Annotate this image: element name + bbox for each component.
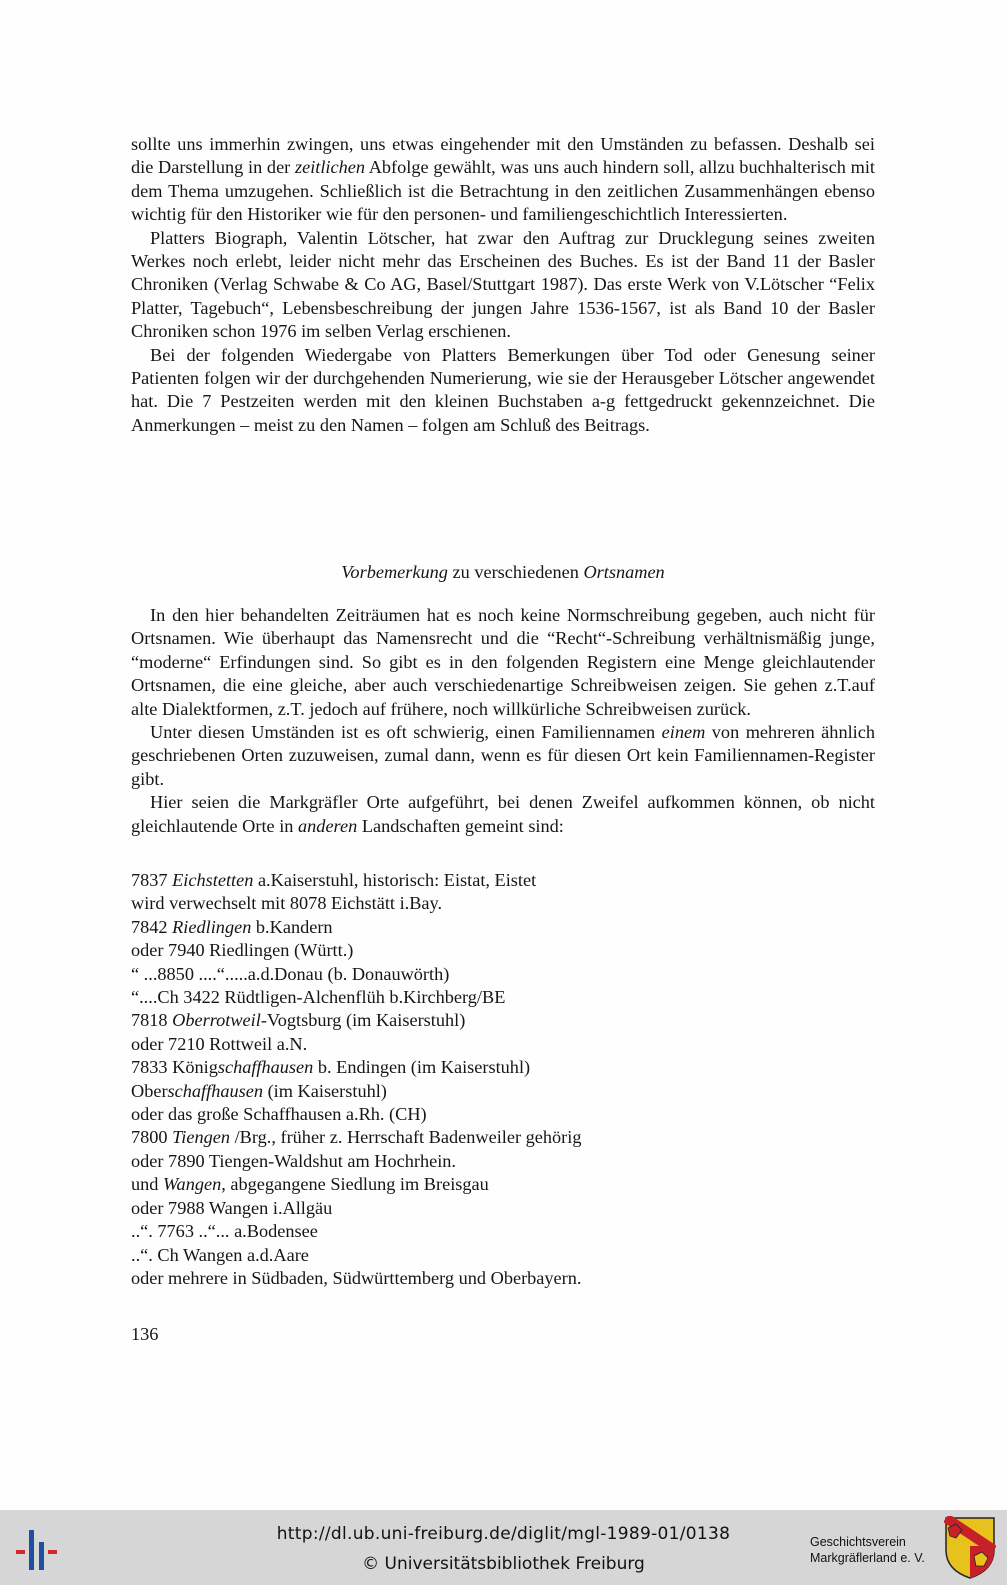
paragraph: Bei der folgenden Wiedergabe von Platters Bemerkungen über Tod oder Genesung seiner Patienten folgen wir der durchgehenden Numerierung, wie sie der Herausgeber Lötscher angewendet hat. Die 7 Pestzeiten werden mit den kleinen Buchstaben a-g fettgedruckt gekennzeichnet. Die Anmerkungen – meist zu den Namen – folgen am Schluß des Beitrags. (131, 344, 875, 435)
place-name-list (131, 869, 875, 1290)
list-item: ..“. Ch Wangen a.d.Aare (131, 1244, 309, 1265)
body-text-section (131, 604, 875, 838)
page-number: 136 (131, 1324, 159, 1344)
paragraph: Hier seien die Markgräfler Orte aufgeführt, bei denen Zweifel aufkommen können, ob nicht gleichlautende Orte in anderen Landschaften gemeint sind: (131, 792, 875, 836)
list-item: ..“. 7763 ..“... a.Bodensee (131, 1221, 318, 1242)
list-item: “....Ch 3422 Rüdtligen-Alchenflüh b.Kirchberg/BE (131, 987, 506, 1008)
body-text-top (131, 133, 875, 437)
list-item: Oberschaffhausen (im Kaiserstuhl) (131, 1080, 387, 1101)
list-item: 7837 Eichstetten a.Kaiserstuhl, historisch: Eistat, Eistet (131, 870, 537, 890)
paragraph: Platters Biograph, Valentin Lötscher, hat zwar den Auftrag zur Drucklegung seines zweiten Werkes noch erlebt, leider nicht mehr das Erscheinen des Buches. Es ist der Band 11 der Basler Chroniken (Verlag Schwabe & Co AG, Basel/Stuttgart 1987). Das erste Werk von V.Lötscher “Felix Platter, Tagebuch“, Lebensbeschreibung der jungen Jahre 1536-1567, ist als Band 10 der Basler Chroniken schon 1976 im selben Verlag erschienen. (131, 227, 875, 342)
footer-copyright: © Universitätsbibliothek Freiburg (362, 1554, 645, 1574)
list-item: oder 7940 Riedlingen (Württ.) (131, 940, 354, 961)
section-heading: Vorbemerkung zu verschiedenen Ortsnamen (341, 562, 665, 582)
list-item: 7800 Tiengen /Brg., früher z. Herrschaft Badenweiler gehörig (131, 1127, 582, 1148)
society-line-1: Geschichtsverein (810, 1535, 906, 1549)
list-item: wird verwechselt mit 8078 Eichstätt i.Bay. (131, 893, 443, 914)
list-item: 7833 Königschaffhausen b. Endingen (im Kaiserstuhl) (131, 1057, 531, 1078)
paragraph: Unter diesen Umständen ist es oft schwierig, einen Familiennamen einem von mehreren ähnlich geschriebenen Orten zuzuweisen, zumal dann, wenn es für diesen Ort kein Familiennamen-Register gibt. (131, 722, 875, 789)
list-item: oder 7988 Wangen i.Allgäu (131, 1197, 333, 1218)
footer-bar (0, 1510, 1007, 1585)
list-item: oder 7210 Rottweil a.N. (131, 1033, 308, 1054)
paragraph: In den hier behandelten Zeiträumen hat es noch keine Normschreibung gegeben, auch nicht für Ortsnamen. Wie überhaupt das Namensrecht und die “Recht“-Schreibung verhältnismäßig junge, “moderne“ Erfindungen sind. So gibt es in den folgenden Registern eine Menge gleichlautender Ortsnamen, die eine gleiche, aber auch verschiedenartige Schreibweisen zeigen. Sie gehen z.T.auf alte Dialektformen, z.T. jedoch auf frühere, noch willkürliche Schreibweisen zurück. (131, 605, 875, 719)
list-item: oder das große Schaffhausen a.Rh. (CH) (131, 1104, 427, 1125)
list-item: 7818 Oberrotweil-Vogtsburg (im Kaiserstuhl) (131, 1010, 466, 1031)
list-item: und Wangen, abgegangene Siedlung im Breisgau (131, 1174, 489, 1195)
list-item: oder 7890 Tiengen-Waldshut am Hochrhein. (131, 1150, 456, 1171)
list-item: “ ...8850 ....“.....a.d.Donau (b. Donauwörth) (131, 963, 450, 984)
society-name (810, 1534, 925, 1566)
coat-of-arms-icon (944, 1516, 996, 1580)
list-item: 7842 Riedlingen b.Kandern (131, 916, 333, 937)
list-item: oder mehrere in Südbaden, Südwürttemberg und Oberbayern. (131, 1267, 582, 1288)
society-line-2: Markgräflerland e. V. (810, 1551, 925, 1565)
footer-url-link[interactable]: http://dl.ub.uni-freiburg.de/diglit/mgl-1989-01/0138 (276, 1524, 731, 1544)
paragraph: sollte uns immerhin zwingen, uns etwas eingehender mit den Umständen zu befassen. Deshalb sei die Darstellung in der zeitlichen Abfolge gewählt, was uns auch hindern soll, allzu buchhalterisch mit dem Thema umzugehen. Schließlich ist die Betrachtung in den zeitlichen Zusammenhängen ebenso wichtig für den Historiker wie für den personen- und familiengeschichtlich Interessierten. (131, 134, 875, 225)
